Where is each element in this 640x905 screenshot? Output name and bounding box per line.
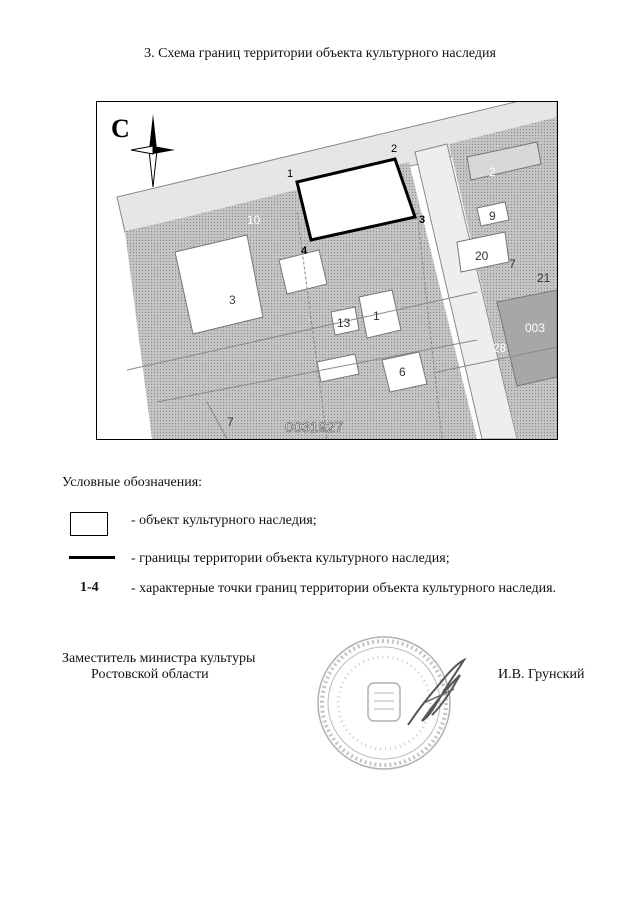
- parcel-label-10: 10: [247, 213, 261, 227]
- parcel-label-9: 9: [489, 209, 496, 223]
- point-label-4: 4: [301, 245, 308, 257]
- legend-key-points: 1-4: [80, 580, 99, 595]
- cadastral-number: 0031927: [285, 419, 344, 436]
- signatory-name: И.В. Грунский: [498, 667, 585, 682]
- legend-symbol-line: [69, 556, 115, 559]
- parcel-label-13: 13: [337, 316, 351, 330]
- north-arrow-icon: [131, 114, 175, 187]
- handwritten-signature-icon: [402, 655, 472, 730]
- parcel-label-3: 3: [229, 293, 236, 307]
- legend-item-object: - объект культурного наследия;: [131, 513, 317, 528]
- position-line-2: Ростовской области: [91, 667, 209, 682]
- parcel-label-2: 2: [489, 165, 496, 179]
- signatory-position: [62, 651, 255, 683]
- parcel-label-21: 21: [537, 271, 551, 285]
- point-label-3: 3: [419, 214, 426, 226]
- parcel-label-7a: 7: [509, 257, 516, 271]
- legend-title: Условные обозначения:: [62, 475, 203, 490]
- parcel-label-6: 6: [399, 365, 406, 379]
- legend-symbol-box: [70, 512, 108, 536]
- position-line-1: Заместитель министра культуры: [62, 651, 256, 666]
- parcel-label-1: 1: [373, 309, 380, 323]
- parcel-label-003: 003: [525, 321, 546, 335]
- parcel-label-20: 20: [475, 249, 489, 263]
- legend-item-boundary: - границы территории объекта культурного наследия;: [131, 551, 450, 566]
- cadastral-map: [96, 101, 558, 440]
- point-label-2: 2: [391, 143, 398, 155]
- parcel-label-28: 28: [493, 341, 507, 355]
- document-title: 3. Схема границ территории объекта культурного наследия: [144, 46, 496, 61]
- point-label-1: 1: [287, 168, 294, 180]
- parcel-label-7b: 7: [227, 415, 234, 429]
- legend-item-points: - характерные точки границ территории объекта культурного наследия.: [131, 581, 557, 596]
- north-letter: С: [111, 114, 130, 143]
